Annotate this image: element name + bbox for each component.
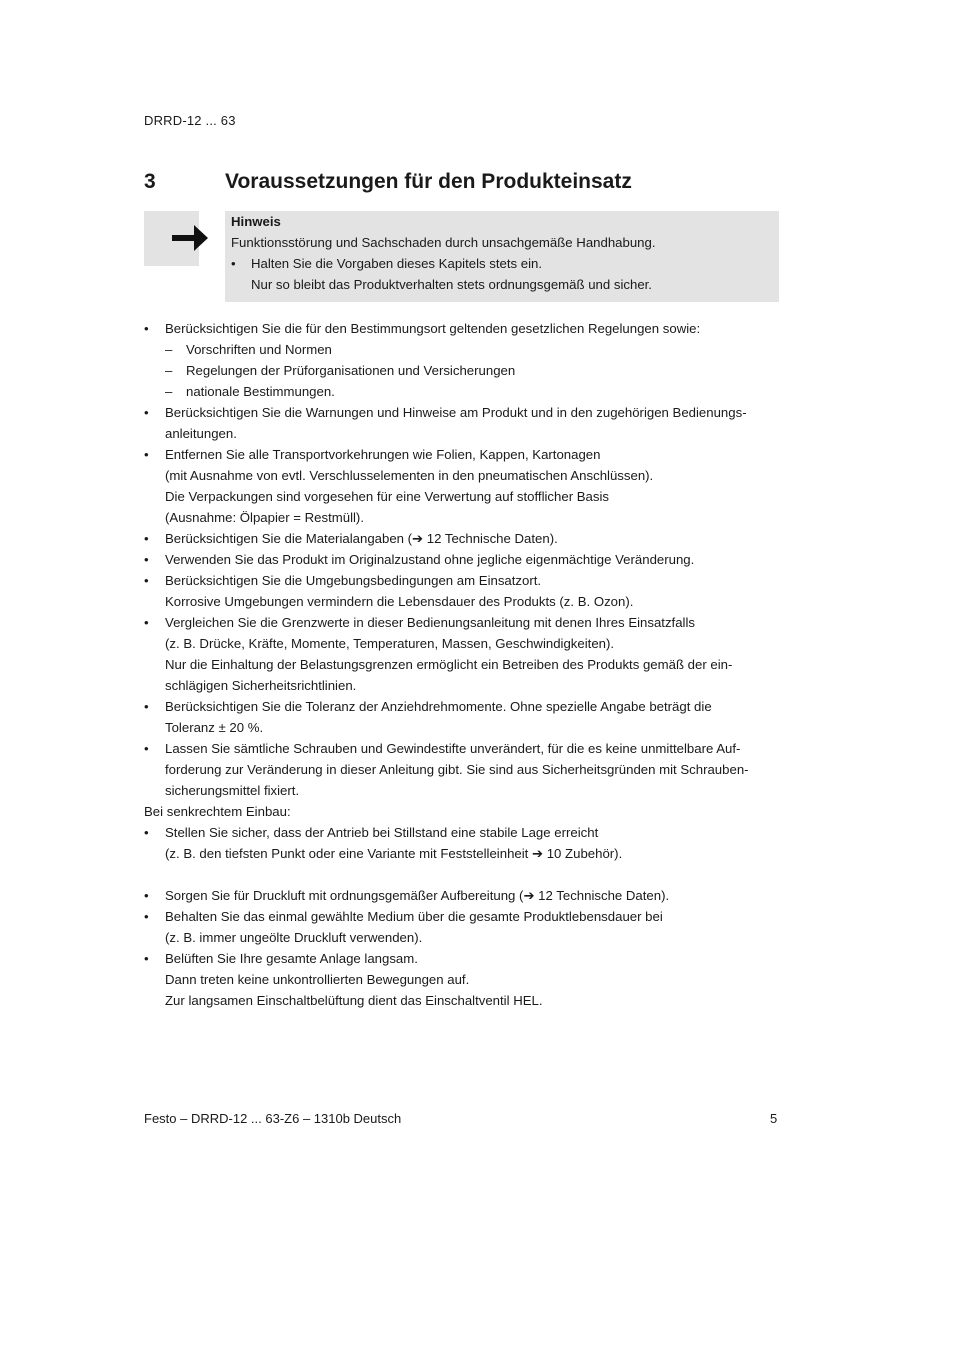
note-box bbox=[225, 211, 779, 302]
bullet-glyph: • bbox=[144, 531, 149, 546]
list-item-text: Berücksichtigen Sie die Umgebungsbedingungen am Einsatzort. bbox=[165, 573, 542, 588]
list-item-text: Vergleichen Sie die Grenzwerte in dieser Bedienungsanleitung mit denen Ihres Einsatzfalls bbox=[165, 615, 696, 630]
note-heading: Hinweis bbox=[231, 214, 281, 229]
note-bullet-continuation: Nur so bleibt das Produktverhalten stets ordnungsgemäß und sicher. bbox=[251, 277, 652, 292]
sub-item-text: Vorschriften und Normen bbox=[186, 342, 332, 357]
section-number: 3 bbox=[144, 170, 156, 193]
list-item-text: (Ausnahme: Ölpapier = Restmüll). bbox=[165, 510, 364, 525]
list-item-text: anleitungen. bbox=[165, 426, 237, 441]
note-bullet: Halten Sie die Vorgaben dieses Kapitels stets ein. bbox=[251, 256, 543, 271]
bullet-glyph: • bbox=[144, 615, 149, 630]
list-item-text: Verwenden Sie das Produkt im Originalzustand ohne jegliche eigenmächtige Veränderung. bbox=[165, 552, 695, 567]
list-item-text: sicherungsmittel fixiert. bbox=[165, 783, 300, 798]
bullet-glyph: • bbox=[144, 321, 149, 336]
arrow-right-icon: ➔ bbox=[532, 846, 544, 861]
bullet-glyph: • bbox=[144, 552, 149, 567]
subheading-vertical-mounting: Bei senkrechtem Einbau: bbox=[144, 804, 291, 819]
dash-glyph: – bbox=[165, 363, 173, 378]
bullet-glyph: • bbox=[144, 405, 149, 420]
list-item-text: Berücksichtigen Sie die Toleranz der Anziehdrehmomente. Ohne spezielle Angabe beträgt die bbox=[165, 699, 712, 714]
sub-item-text: Regelungen der Prüforganisationen und Versicherungen bbox=[186, 363, 516, 378]
list-item-text: schlägigen Sicherheitsrichtlinien. bbox=[165, 678, 357, 693]
cross-reference-link[interactable]: 12 Technische Daten). bbox=[534, 888, 670, 903]
list-item-text: (mit Ausnahme von evtl. Verschlusselementen in den pneumatischen Anschlüssen). bbox=[165, 468, 654, 483]
bullet-glyph: • bbox=[144, 573, 149, 588]
bullet-glyph: • bbox=[144, 447, 149, 462]
text-part: Sorgen Sie für Druckluft mit ordnungsgemäßer Aufbereitung ( bbox=[165, 888, 524, 903]
bullet-glyph: • bbox=[144, 741, 149, 756]
text-part: (z. B. den tiefsten Punkt oder eine Variante mit Feststelleinheit bbox=[165, 846, 532, 861]
list-item-text: Dann treten keine unkontrollierten Bewegungen auf. bbox=[165, 972, 470, 987]
list-item-text: Korrosive Umgebungen vermindern die Lebensdauer des Produkts (z. B. Ozon). bbox=[165, 594, 634, 609]
list-item-text: Die Verpackungen sind vorgesehen für eine Verwertung auf stofflicher Basis bbox=[165, 489, 610, 504]
cross-reference-link[interactable]: 10 Zubehör). bbox=[543, 846, 623, 861]
list-item-text: Lassen Sie sämtliche Schrauben und Gewindestifte unverändert, für die es keine unmittelbare Auf- bbox=[165, 741, 741, 756]
bullet-glyph: • bbox=[144, 951, 149, 966]
list-item-text bbox=[165, 843, 622, 864]
list-item-text: Belüften Sie Ihre gesamte Anlage langsam. bbox=[165, 951, 418, 966]
list-item-text bbox=[165, 528, 558, 549]
note-text: Funktionsstörung und Sachschaden durch unsachgemäße Handhabung. bbox=[231, 235, 656, 250]
bullet-glyph: • bbox=[144, 909, 149, 924]
note-icon-box bbox=[144, 211, 199, 266]
list-item-text: Stellen Sie sicher, dass der Antrieb bei Stillstand eine stabile Lage erreicht bbox=[165, 825, 599, 840]
page-number: 5 bbox=[770, 1111, 778, 1126]
cross-reference-link[interactable]: 12 Technische Daten). bbox=[423, 531, 558, 546]
bullet-glyph: • bbox=[144, 699, 149, 714]
list-item-text: Zur langsamen Einschaltbelüftung dient das Einschaltventil HEL. bbox=[165, 993, 543, 1008]
list-item-text: (z. B. Drücke, Kräfte, Momente, Temperaturen, Massen, Geschwindigkeiten). bbox=[165, 636, 615, 651]
document-reference: DRRD-12 ... 63 bbox=[144, 113, 236, 128]
list-item-text bbox=[165, 885, 669, 906]
list-item-text: Berücksichtigen Sie die Warnungen und Hinweise am Produkt und in den zugehörigen Bedienungs- bbox=[165, 405, 747, 420]
bullet-glyph: • bbox=[144, 825, 149, 840]
arrow-right-icon: ➔ bbox=[412, 531, 424, 546]
dash-glyph: – bbox=[165, 384, 173, 399]
footer-doc-info: Festo – DRRD-12 ... 63-Z6 – 1310b Deutsch bbox=[144, 1111, 402, 1126]
arrow-right-icon: ➔ bbox=[523, 888, 535, 903]
list-item-text: Berücksichtigen Sie die für den Bestimmungsort geltenden gesetzlichen Regelungen sowie: bbox=[165, 321, 701, 336]
sub-item-text: nationale Bestimmungen. bbox=[186, 384, 335, 399]
text-part: Berücksichtigen Sie die Materialangaben ( bbox=[165, 531, 413, 546]
arrow-right-icon bbox=[170, 221, 210, 255]
list-item-text: Toleranz ± 20 %. bbox=[165, 720, 264, 735]
list-item-text: Nur die Einhaltung der Belastungsgrenzen ermöglicht ein Betreiben des Produkts gemäß der ein- bbox=[165, 657, 733, 672]
list-item-text: forderung zur Veränderung in dieser Anleitung gibt. Sie sind aus Sicherheitsgründen mit Schrauben- bbox=[165, 762, 749, 777]
dash-glyph: – bbox=[165, 342, 173, 357]
list-item-text: (z. B. immer ungeölte Druckluft verwenden). bbox=[165, 930, 423, 945]
note-bullet-glyph: • bbox=[231, 256, 236, 271]
section-title: Voraussetzungen für den Produkteinsatz bbox=[225, 170, 632, 193]
list-item-text: Behalten Sie das einmal gewählte Medium über die gesamte Produktlebensdauer bei bbox=[165, 909, 663, 924]
list-item-text: Entfernen Sie alle Transportvorkehrungen wie Folien, Kappen, Kartonagen bbox=[165, 447, 601, 462]
bullet-glyph: • bbox=[144, 888, 149, 903]
